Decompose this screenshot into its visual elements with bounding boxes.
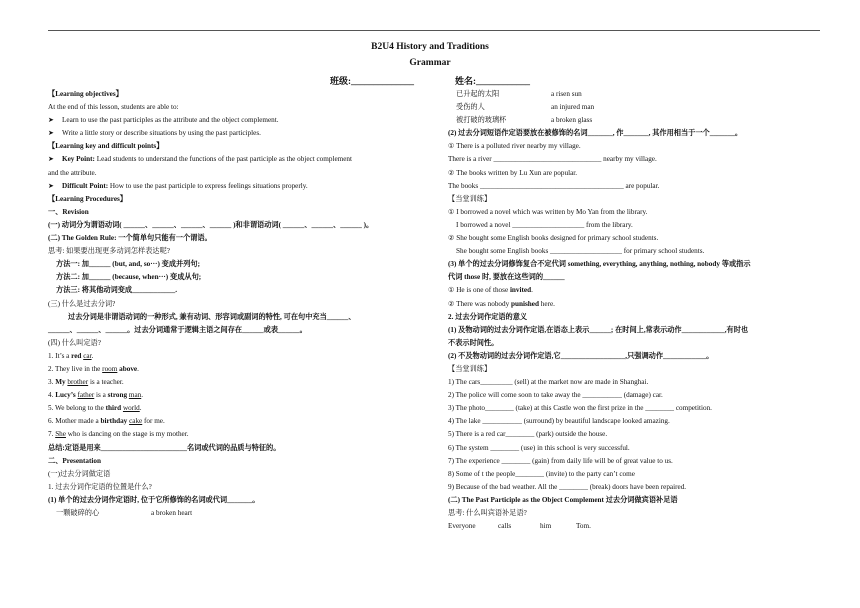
example-pair: 已升起的太阳 a risen sun: [456, 90, 582, 98]
key-point-cont: and the attribute.: [48, 168, 97, 177]
example-sentence: ① There is a polluted river nearby my village.: [448, 142, 581, 151]
class-label: 班级:______________: [330, 76, 414, 86]
subsection-heading: (一)过去分词做定语: [48, 469, 111, 478]
page-title: B2U4 History and Traditions: [371, 42, 489, 52]
meaning-line: 不表示时间性。: [448, 338, 499, 347]
answer-line: ______、______、______。过去分词通常于逻辑主语之间存在______或表______。: [48, 325, 307, 334]
meaning-line: (2) 不及物动词的过去分词作定语,它__________________,只强调动作____________。: [448, 351, 714, 360]
objectives-heading: 【Learning objectives】: [48, 90, 123, 98]
practice-item: She bought some English books ____________________ for primary school students.: [456, 247, 705, 256]
question-heading: (四) 什么叫定语?: [48, 338, 101, 347]
word: Tom.: [576, 522, 591, 531]
golden-rule: (二) The Golden Rule: 一个简单句只能有一个谓语。: [48, 234, 212, 243]
word: him: [540, 522, 552, 531]
presentation-heading: 二、Presentation: [48, 456, 101, 465]
think-question: 思考: 什么叫宾语补足语?: [448, 509, 527, 517]
practice-heading: 【当堂训练】: [448, 194, 492, 203]
name-label: 姓名:____________: [455, 76, 530, 86]
revision-heading: 一、Revision: [48, 207, 89, 216]
difficult-point: ➤ Difficult Point: How to use the past participle to express feelings situations properly.: [48, 180, 428, 193]
method-item: 方法一: 加______ (but, and, so···) 变成并列句;: [56, 260, 200, 269]
rule-line: 代词 those 时, 要放在这些词的______: [448, 273, 565, 282]
revision-item: (一) 动词分为谓语动词( ______、______、______、______ )和非谓语动词( ______、______、______ )。: [48, 220, 374, 229]
exercise-item: 3) The photo________ (take) at this Castle won the first prize in the ________ competition.: [448, 404, 712, 413]
answer-line: 过去分词是非谓语动词的一种形式, 兼有动词、形容词或副词的特性, 可在句中充当______、: [68, 312, 356, 321]
right-column: [448, 88, 828, 533]
arrow-bullet-icon: ➤: [48, 116, 55, 125]
practice-heading: 【当堂训练】: [448, 364, 492, 373]
rule-line: (3) 单个的过去分词修饰复合不定代词 something, everything, anything, nothing, nobody 等或指示: [448, 260, 751, 269]
example-pair: 一颗破碎的心 a broken heart: [56, 509, 193, 517]
example-sentence: There is a river ______________________________ nearby my village.: [448, 155, 657, 164]
exercise-item: 4) The lake ___________ (surround) by beautiful landscape looked amazing.: [448, 417, 670, 426]
example-sentence: ② The books written by Lu Xun are popular.: [448, 168, 578, 177]
keypoints-heading: 【Learning key and difficult points】: [48, 142, 164, 151]
top-rule: [48, 30, 820, 31]
example-sentence: 4. Lucy’s father is a strong man.: [48, 391, 144, 400]
exercise-item: 2) The police will come soon to take away the ___________ (damage) car.: [448, 391, 663, 400]
word: Everyone: [448, 522, 476, 531]
exercise-item: 5) There is a red car________ (park) outside the house.: [448, 430, 608, 439]
example-sentence: 2. They live in the room above.: [48, 364, 139, 373]
example-sentence: The books ________________________________________ are popular.: [448, 181, 660, 190]
exercise-item: 1) The cars_________ (sell) at the market now are made in Shanghai.: [448, 378, 649, 387]
procedures-heading: 【Learning Procedures】: [48, 194, 127, 203]
exercise-item: 9) Because of the bad weather. All the ________ (break) doors have been repaired.: [448, 482, 687, 491]
summary-line: 总结:定语是用来________________________名词或代词的品质与特征的。: [48, 443, 281, 452]
example-sentence: 3. My brother is a teacher.: [48, 378, 124, 387]
word-row: [448, 520, 828, 533]
exercise-item: 7) The experience ________ (gain) from daily life will be of great value to us.: [448, 456, 673, 465]
method-item: 方法三: 将其他动词变成____________.: [56, 286, 177, 295]
method-item: 方法二: 加______ (because, when···) 变成从句;: [56, 273, 202, 282]
example-sentence: ② There was nobody punished here.: [448, 299, 555, 308]
rule-line: (2) 过去分词短语作定语要放在被修饰的名词_______, 作_______, 其作用相当于一个_______。: [448, 129, 743, 138]
example-sentence: ① He is one of those invited.: [448, 286, 533, 295]
objectives-intro: At the end of this lesson, students are able to:: [48, 103, 179, 112]
question-line: 1. 过去分词作定语的位置是什么?: [48, 482, 152, 491]
example-sentence: 1. It’s a red car.: [48, 351, 94, 360]
meaning-line: (1) 及物动词的过去分词作定语,在语态上表示______; 在时间上,常表示动作____________,有时也: [448, 325, 749, 334]
exercise-item: 8) Some of t the people________ (invite) to the party can’t come: [448, 469, 635, 478]
key-point: ➤ Key Point: Lead students to understand the functions of the past participle as the object complement: [48, 153, 428, 166]
question-heading: (三) 什么是过去分词?: [48, 299, 116, 308]
arrow-bullet-icon: ➤: [48, 181, 55, 190]
arrow-bullet-icon: ➤: [48, 129, 55, 138]
left-column: [48, 88, 428, 520]
example-sentence: 7. She who is dancing on the stage is my mother.: [48, 430, 189, 439]
section-heading: (二) The Past Participle as the Object Complement 过去分词做宾语补足语: [448, 495, 678, 504]
example-sentence: 5. We belong to the third world.: [48, 404, 142, 413]
practice-item: ① I borrowed a novel which was written by Mo Yan from the library.: [448, 207, 648, 216]
example-pair: 被打破的玻璃杯 a broken glass: [456, 116, 593, 125]
example-pair: 受伤的人 an injured man: [456, 103, 595, 112]
practice-item: I borrowed a novel ____________________ from the library.: [456, 220, 633, 229]
objective-item: ➤ Learn to use the past participles as the attribute and the object complement.: [48, 114, 428, 127]
practice-item: ② She bought some English books designed for primary school students.: [448, 234, 659, 243]
objective-item: ➤ Write a little story or describe situations by using the past participles.: [48, 127, 428, 140]
rule-line: (1) 单个的过去分词作定语时, 位于它所修饰的名词或代词_______。: [48, 495, 260, 504]
meaning-heading: 2. 过去分词作定语的意义: [448, 312, 528, 321]
think-question: 思考: 如果要出现更多动词怎样表达呢?: [48, 247, 170, 256]
word: calls: [498, 522, 512, 531]
example-sentence: 6. Mother made a birthday cake for me.: [48, 417, 165, 426]
page-subtitle: Grammar: [409, 58, 451, 68]
exercise-item: 6) The system ________ (use) in this school is very successful.: [448, 443, 630, 452]
arrow-bullet-icon: ➤: [48, 155, 55, 164]
